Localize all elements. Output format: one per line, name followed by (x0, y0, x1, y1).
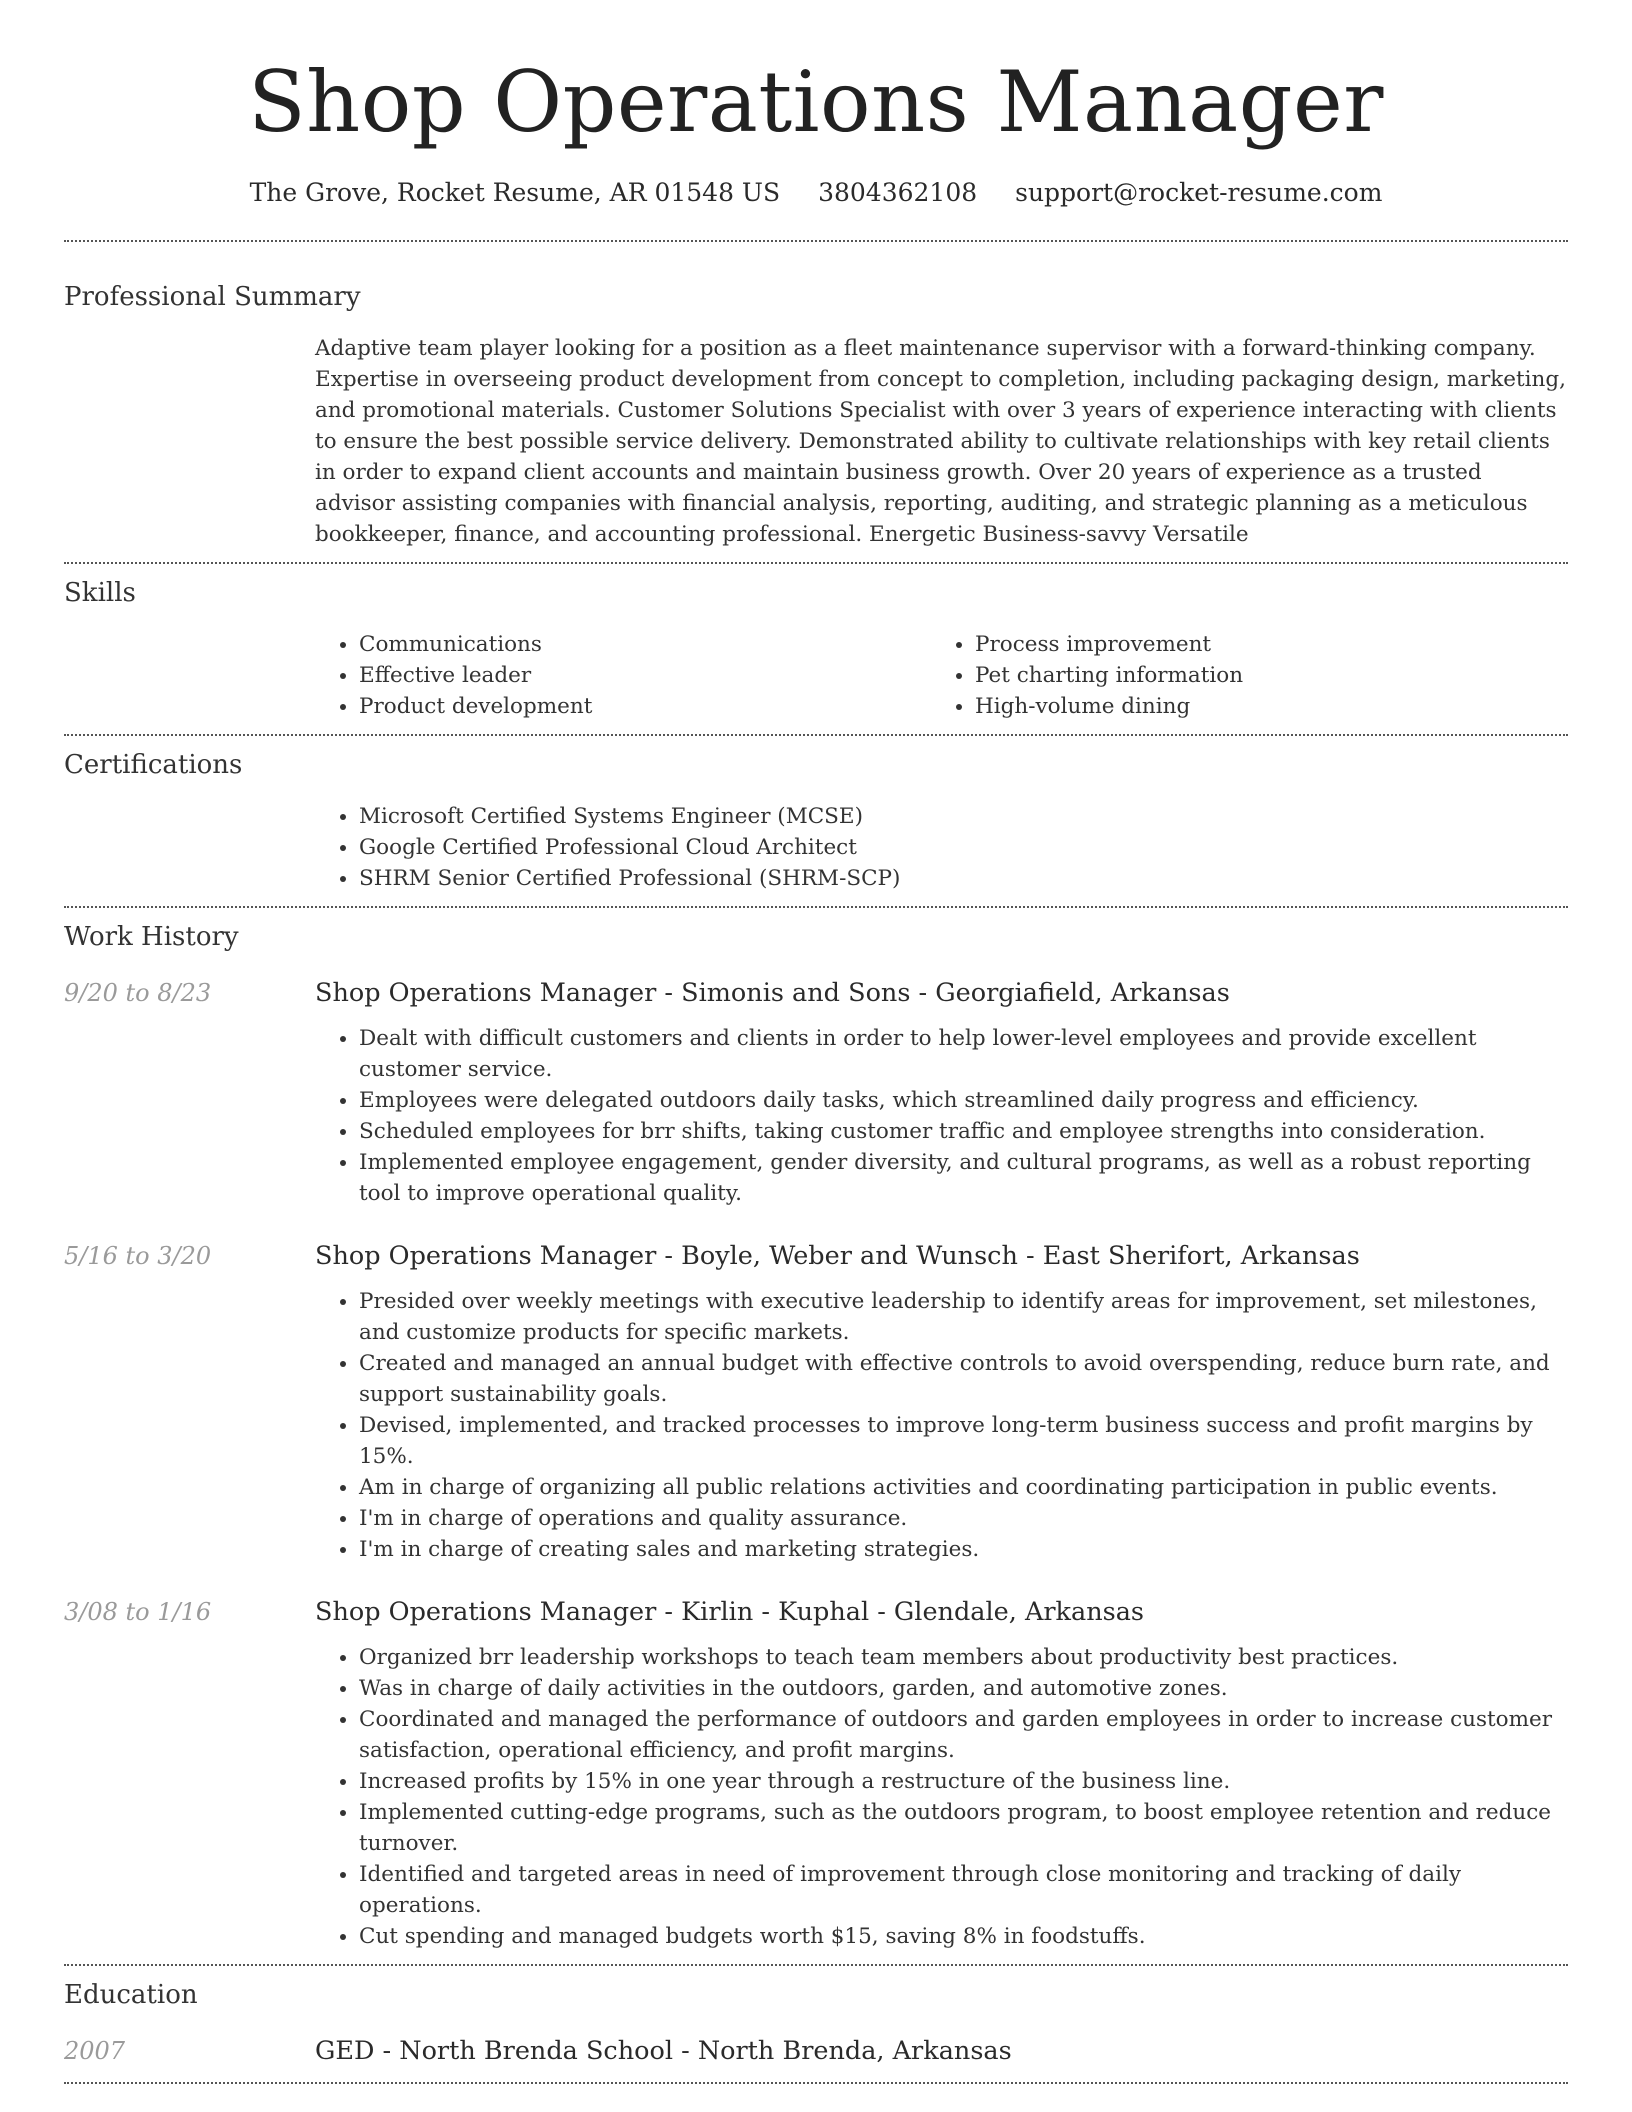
section-divider (64, 1964, 1568, 1966)
skills-column-right (931, 629, 1547, 722)
section-divider (64, 2082, 1568, 2084)
skill-item: • Communications (359, 629, 931, 660)
skill-item: • Effective leader (359, 660, 931, 691)
work-history-title: Work History (64, 922, 239, 952)
resume-body (64, 240, 1568, 2084)
education-title: Education (64, 1980, 198, 2010)
summary-text: Adaptive team player looking for a position as a fleet maintenance supervisor with a forward-thinking company. Expertise in overseeing product development from concept to completion, including packaging design, marketing, and promotional materials. Customer Solutions Specialist with over 3 years of experience interacting with clients to ensure the best possible service delivery. Demonstrated ability to cultivate relationships with key retail clients in order to expand client accounts and maintain business growth. Over 20 years of experience as a trusted advisor assisting companies with financial analysis, reporting, auditing, and strategic planning as a meticulous bookkeeper, finance, and accounting professional. Energetic Business-savvy Versatile (315, 336, 1566, 547)
contact-address: The Grove, Rocket Resume, AR 01548 US (249, 178, 781, 207)
section-divider (64, 562, 1568, 564)
skill-item: • Product development (359, 691, 931, 722)
skill-item: • High-volume dining (975, 691, 1547, 722)
education-entry (64, 2034, 1568, 2068)
job-entry (64, 1595, 1568, 1952)
summary-title: Professional Summary (64, 282, 361, 312)
job-entry (64, 976, 1568, 1209)
job-bullet: • Was in charge of daily activities in the outdoors, garden, and automotive zones. (359, 1673, 1568, 1704)
job-header (64, 976, 1568, 1010)
education-heading: GED - North Brenda School - North Brenda, Arkansas (315, 2036, 1012, 2066)
certification-item: • SHRM Senior Certified Professional (SHRM-SCP) (359, 863, 1568, 894)
job-bullet: • Presided over weekly meetings with executive leadership to identify areas for improvement, set milestones, and customize products for specific markets. (359, 1286, 1568, 1348)
resume-header (0, 0, 1632, 210)
job-bullets (315, 1642, 1568, 1952)
skills-title: Skills (64, 578, 136, 608)
skills-list (315, 629, 1568, 722)
summary-section (64, 280, 1568, 550)
job-entry (64, 1239, 1568, 1565)
skills-column-left (315, 629, 931, 722)
job-bullet: • Identified and targeted areas in need of improvement through close monitoring and tracking of daily operations. (359, 1859, 1568, 1921)
job-bullet: • Implemented cutting-edge programs, such as the outdoors program, to boost employee retention and reduce turnover. (359, 1797, 1568, 1859)
job-bullet: • I'm in charge of creating sales and marketing strategies. (359, 1534, 1568, 1565)
job-bullet: • Implemented employee engagement, gender diversity, and cultural programs, as well as a robust reporting tool to improve operational quality. (359, 1147, 1568, 1209)
work-history-section (64, 920, 1568, 1952)
contact-email: support@rocket-resume.com (1015, 178, 1383, 207)
contact-phone: 3804362108 (818, 178, 978, 207)
certifications-list (315, 801, 1568, 894)
job-bullet: • Employees were delegated outdoors daily tasks, which streamlined daily progress and efficiency. (359, 1085, 1568, 1116)
skills-section (64, 576, 1568, 722)
job-bullet: • Scheduled employees for brr shifts, taking customer traffic and employee strengths into consideration. (359, 1116, 1568, 1147)
certification-item: • Microsoft Certified Systems Engineer (MCSE) (359, 801, 1568, 832)
section-divider (64, 240, 1568, 242)
certifications-title: Certifications (64, 750, 243, 780)
certification-item: • Google Certified Professional Cloud Architect (359, 832, 1568, 863)
section-divider (64, 734, 1568, 736)
job-dates: 5/16 to 3/20 (64, 1242, 212, 1270)
job-bullet: • Coordinated and managed the performance of outdoors and garden employees in order to increase customer satisfaction, operational efficiency, and profit margins. (359, 1704, 1568, 1766)
job-bullet: • Devised, implemented, and tracked processes to improve long-term business success and profit margins by 15%. (359, 1410, 1568, 1472)
certifications-section (64, 748, 1568, 894)
job-bullet: • Increased profits by 15% in one year through a restructure of the business line. (359, 1766, 1568, 1797)
job-bullet: • Am in charge of organizing all public relations activities and coordinating participation in public events. (359, 1472, 1568, 1503)
job-bullet: • Organized brr leadership workshops to teach team members about productivity best practices. (359, 1642, 1568, 1673)
skill-item: • Pet charting information (975, 660, 1547, 691)
job-header (64, 1595, 1568, 1629)
job-header (64, 1239, 1568, 1273)
job-heading: Shop Operations Manager - Simonis and Sons - Georgiafield, Arkansas (315, 978, 1230, 1008)
job-dates: 9/20 to 8/23 (64, 979, 212, 1007)
section-divider (64, 906, 1568, 908)
job-bullet: • I'm in charge of operations and quality assurance. (359, 1503, 1568, 1534)
job-bullet: • Cut spending and managed budgets worth $15, saving 8% in foodstuffs. (359, 1921, 1568, 1952)
job-heading: Shop Operations Manager - Kirlin - Kuphal - Glendale, Arkansas (315, 1597, 1145, 1627)
job-bullet: • Created and managed an annual budget with effective controls to avoid overspending, reduce burn rate, and support sustainability goals. (359, 1348, 1568, 1410)
job-bullets (315, 1286, 1568, 1565)
education-section (64, 1978, 1568, 2068)
skill-item: • Process improvement (975, 629, 1547, 660)
job-dates: 3/08 to 1/16 (64, 1598, 212, 1626)
candidate-name: Shop Operations Manager (248, 53, 1384, 151)
job-heading: Shop Operations Manager - Boyle, Weber and Wunsch - East Sherifort, Arkansas (315, 1241, 1360, 1271)
contact-info (0, 176, 1632, 210)
education-year: 2007 (64, 2037, 126, 2065)
job-bullets (315, 1023, 1568, 1209)
job-bullet: • Dealt with difficult customers and clients in order to help lower-level employees and provide excellent customer service. (359, 1023, 1568, 1085)
